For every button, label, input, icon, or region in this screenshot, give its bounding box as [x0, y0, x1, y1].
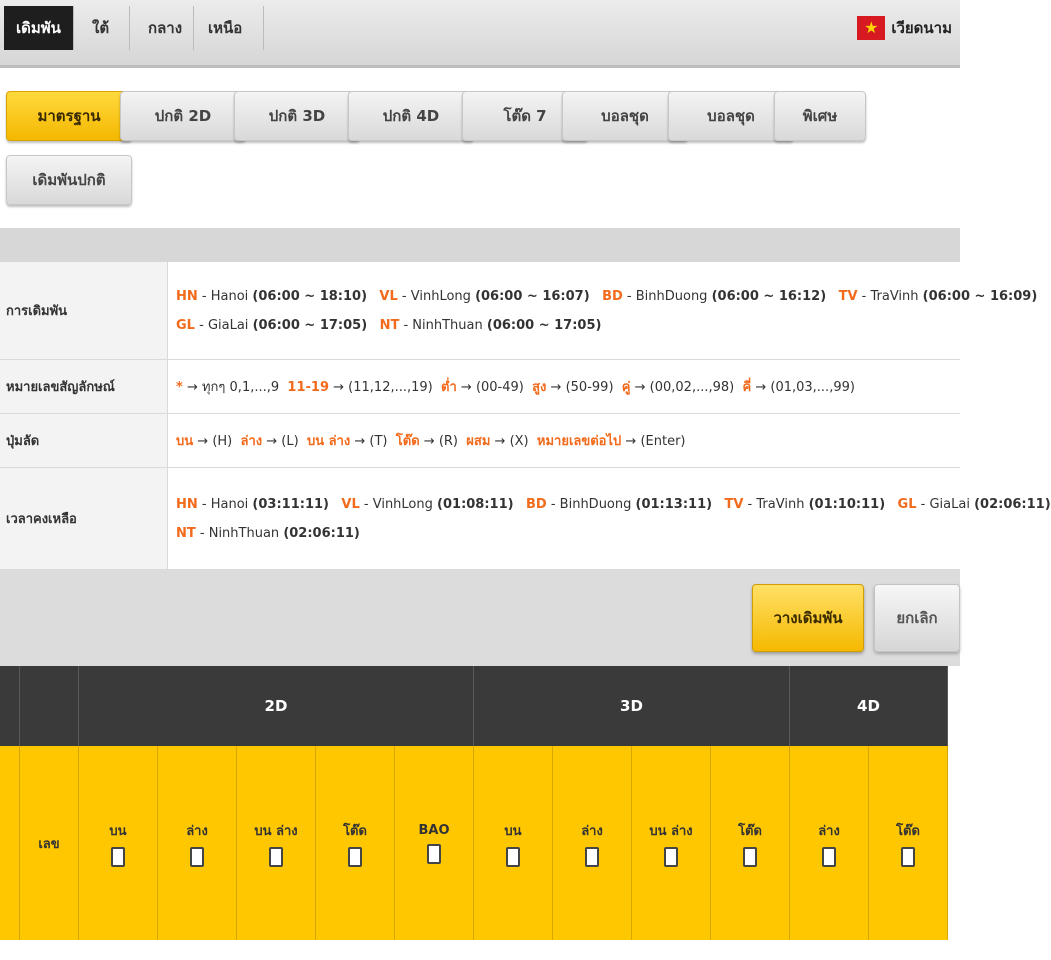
remaining-times-line-2: NT - NinhThuan (02:06:11) — [176, 525, 360, 541]
option-2d-top — [79, 746, 158, 940]
remaining-times — [176, 468, 1051, 569]
bet-grid-header — [0, 666, 948, 746]
option-checkbox[interactable] — [269, 847, 283, 867]
vietnam-flag-icon: ★ — [857, 16, 885, 40]
grid-group-4d: 4D — [790, 666, 948, 746]
number-label: เลข — [38, 836, 60, 852]
betting-times — [176, 262, 1038, 359]
tab-normal-4d[interactable]: ปกติ 4D — [348, 91, 474, 141]
info-row-betting — [0, 262, 1038, 360]
option-checkbox[interactable] — [901, 847, 915, 867]
shortcuts-legend — [176, 414, 950, 467]
grid-header-spacer — [0, 666, 20, 746]
option-label: บน — [504, 823, 522, 839]
grid-header-number — [20, 666, 79, 746]
country-selector[interactable] — [857, 14, 952, 42]
option-checkbox[interactable] — [427, 844, 441, 864]
option-checkbox[interactable] — [348, 847, 362, 867]
cancel-button[interactable]: ยกเลิก — [874, 584, 960, 652]
option-checkbox[interactable] — [585, 847, 599, 867]
option-4d-bottom — [790, 746, 869, 940]
action-bar — [0, 570, 960, 666]
grid-number-cell — [20, 746, 79, 940]
country-label: เวียดนาม — [891, 19, 952, 37]
nav-tab-south[interactable]: ใต้ — [80, 6, 130, 50]
info-label-betting: การเดิมพัน — [0, 262, 168, 359]
bottom-strip — [0, 940, 960, 960]
option-label: บน ล่าง — [649, 823, 693, 839]
nav-tab-north[interactable]: เหนือ — [196, 6, 264, 50]
symbols-legend — [176, 360, 950, 413]
tab-ball-set-1[interactable]: บอลชุด — [562, 91, 688, 141]
option-checkbox[interactable] — [743, 847, 757, 867]
tab-special[interactable]: พิเศษ — [774, 91, 866, 141]
option-4d-tod — [869, 746, 948, 940]
tab-normal-3d[interactable]: ปกติ 3D — [234, 91, 360, 141]
grid-group-2d: 2D — [79, 666, 474, 746]
remaining-times-line-1: HN - Hanoi (03:11:11) VL - VinhLong (01:08:11) BD - BinhDuong (01:13:11) TV - TraVinh (01:10:11) GL - GiaLai (02:06:11) — [176, 496, 1051, 512]
option-checkbox[interactable] — [664, 847, 678, 867]
option-2d-top-bottom — [237, 746, 316, 940]
option-3d-top — [474, 746, 553, 940]
option-2d-bottom — [158, 746, 237, 940]
nav-tab-betting[interactable]: เดิมพัน — [4, 6, 74, 50]
shortcuts-line: บน → (H) ล่าง → (L) บน ล่าง → (T) โต๊ด → (R) ผสม → (X) หมายเลขต่อไป → (Enter) — [176, 434, 686, 449]
option-label: BAO — [418, 822, 450, 838]
grid-group-3d: 3D — [474, 666, 790, 746]
option-label: โต๊ด — [738, 823, 762, 839]
option-label: ล่าง — [581, 823, 603, 839]
option-label: บน — [109, 823, 127, 839]
place-bet-button[interactable]: วางเดิมพัน — [752, 584, 864, 652]
nav-tab-central[interactable]: กลาง — [136, 6, 194, 50]
option-checkbox[interactable] — [190, 847, 204, 867]
option-label: โต๊ด — [343, 823, 367, 839]
option-2d-bao — [395, 746, 474, 940]
grid-spacer-cell — [0, 746, 20, 940]
tab-tod-7[interactable]: โต๊ด 7 — [462, 91, 588, 141]
option-checkbox[interactable] — [506, 847, 520, 867]
tab-ball-set-2[interactable]: บอลชุด — [668, 91, 794, 141]
symbols-line: * → ทุกๆ 0,1,...,9 11-19 → (11,12,...,19) ต่ำ → (00-49) สูง → (50-99) คู่ → (00,02,...,98) คี่ → (01,03,...,99) — [176, 380, 855, 395]
betting-times-line-1: HN - Hanoi (06:00 ~ 18:10) VL - VinhLong (06:00 ~ 16:07) BD - BinhDuong (06:00 ~ 16:12) TV - TraVinh (06:00 ~ 16:09) — [176, 288, 1038, 304]
betting-times-line-2: GL - GiaLai (06:00 ~ 17:05) NT - NinhThuan (06:00 ~ 17:05) — [176, 317, 602, 333]
info-row-remaining — [0, 468, 1051, 570]
tab-normal-bet[interactable]: เดิมพันปกติ — [6, 155, 132, 205]
option-label: โต๊ด — [896, 823, 920, 839]
bet-type-tabs — [0, 71, 960, 228]
info-label-remaining: เวลาคงเหลือ — [0, 468, 168, 569]
top-navigation — [0, 0, 960, 68]
option-2d-tod — [316, 746, 395, 940]
option-label: บน ล่าง — [254, 823, 298, 839]
info-row-shortcuts — [0, 414, 960, 468]
tab-normal-2d[interactable]: ปกติ 2D — [120, 91, 246, 141]
option-3d-top-bottom — [632, 746, 711, 940]
option-checkbox[interactable] — [111, 847, 125, 867]
option-label: ล่าง — [818, 823, 840, 839]
option-3d-tod — [711, 746, 790, 940]
info-label-symbols: หมายเลขสัญลักษณ์ — [0, 360, 168, 413]
info-label-shortcuts: ปุ่มลัด — [0, 414, 168, 467]
section-divider — [0, 228, 960, 262]
tab-standard[interactable]: มาตรฐาน — [6, 91, 132, 141]
option-label: ล่าง — [186, 823, 208, 839]
bet-grid-options — [0, 746, 948, 940]
info-row-symbols — [0, 360, 960, 414]
option-3d-bottom — [553, 746, 632, 940]
option-checkbox[interactable] — [822, 847, 836, 867]
